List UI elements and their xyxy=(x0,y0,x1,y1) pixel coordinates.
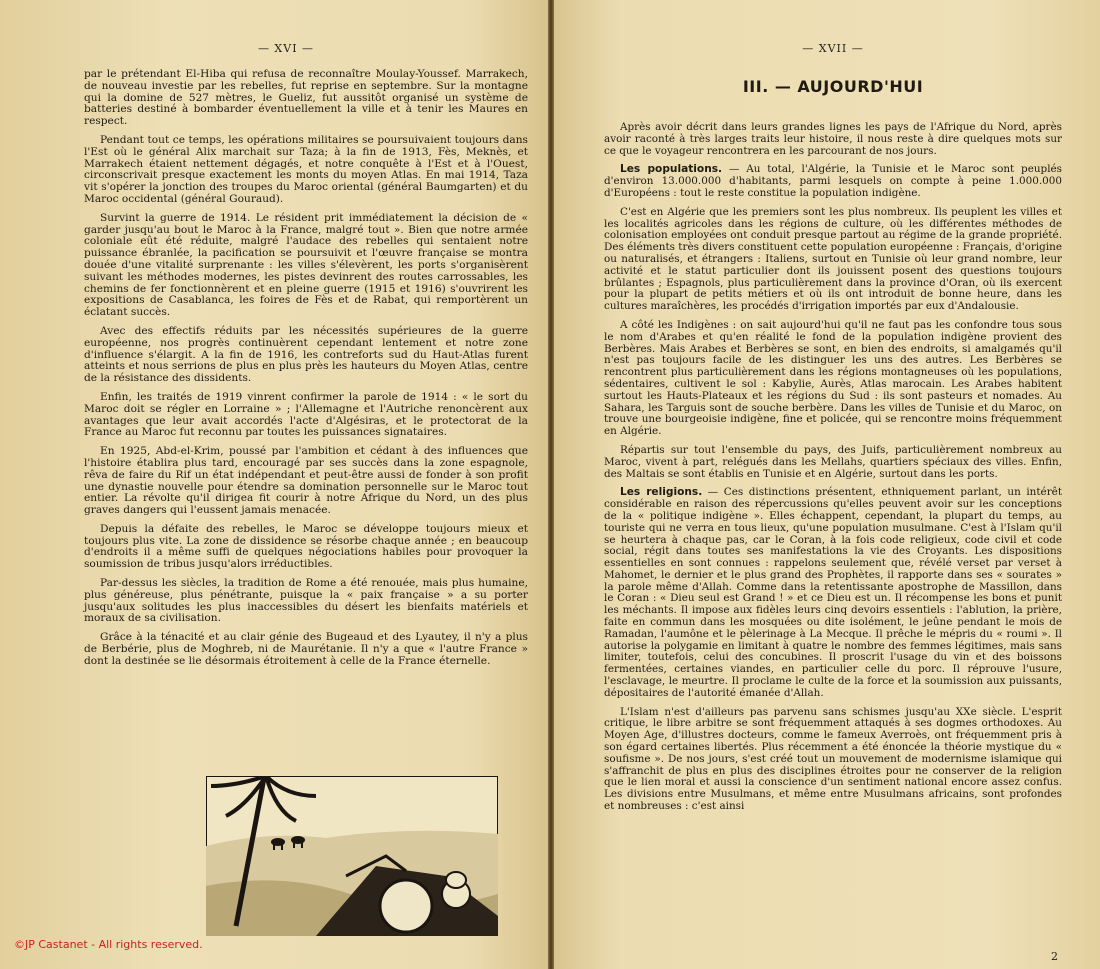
left-paragraph: Grâce à la ténacité et au clair génie des Bugeaud et des Lyautey, il n'y a plus de Berbérie, plus de Moghreb, ni de Maurétanie. Il n'y a que « l'autre France » dont la destinée se lie désormais étroitement à celle de la France éternelle. xyxy=(84,631,528,667)
left-paragraph: Par-dessus les siècles, la tradition de Rome a été renouée, mais plus humaine, plus généreuse, plus pénétrante, puisque la « paix française » a su porter jusqu'aux solitudes les plus inaccessibles du désert les bienfaits matériels et moraux de sa civilisation. xyxy=(84,577,528,625)
left-paragraph: Enfin, les traités de 1919 vinrent confirmer la parole de 1914 : « le sort du Maroc doit se régler en Lorraine » ; l'Allemagne et l'Autriche renoncèrent aux avantages que leur avait accordés l'acte d'Algésiras, et le protectorat de la France au Maroc fut reconnu par toutes les puissances signataires. xyxy=(84,390,528,439)
left-paragraph: En 1925, Abd-el-Krim, poussé par l'ambition et cédant à des influences que l'histoire établira plus tard, encouragé par ses succès dans la zone espagnole, rêva de faire du Rif un état indépendant et peut-être aussi de fonder à son profit une dynastie nouvelle pour étendre sa domination personnelle sur le Maroc tout entier. La révolte qu'il dirigea fit courir à notre Afrique du Nord, un des plus graves dangers qui l'eussent jamais menacée. xyxy=(84,445,528,517)
populations-paragraph: Répartis sur tout l'ensemble du pays, des Juifs, particulièrement nombreux au Maroc, vivent à part, relégués dans les Mellahs, quartiers spéciaux des villes. Enfin, des Maltais se sont établis en Tunisie et en Algérie, surtout dans les ports. xyxy=(604,443,1062,480)
populations-heading: Les populations. xyxy=(620,163,723,176)
religions-heading: Les religions. xyxy=(620,486,703,499)
left-folio: — XVI — xyxy=(257,42,315,55)
left-page xyxy=(0,0,548,969)
left-paragraph: Survint la guerre de 1914. Le résident prit immédiatement la décision de « garder jusqu'au bout le Maroc à la France, malgré tout ». Bien que notre armée coloniale eût été réduite, malgré l'audace des rebelles qui sentaient notre puissance ébranlée, la pacification se poursuivit et l'œuvre française se montra douée d'une vitalité surprenante : les villes s'élevèrent, les ports s'organisèrent suivant les méthodes modernes, les pistes devinrent des routes carrossables, les chemins de fer fonctionnèrent et en pleine guerre (1915 et 1916) s'ouvrirent les expositions de Casablanca, les foires de Fès et de Rabat, qui remportèrent un éclatant succès. xyxy=(84,211,528,319)
right-folio: — XVII — xyxy=(802,42,864,55)
left-paragraph: Pendant tout ce temps, les opérations militaires se poursuivaient toujours dans l'Est où le général Alix marchait sur Taza; à la fin de 1913, Fès, Meknès, et Marrakech étaient nettement dégagés, et notre conquête à l'Est et à l'Ouest, circonscrivait presque exactement les monts du moyen Atlas. En mai 1914, Taza vit s'opérer la jonction des troupes du Maroc oriental (général Baumgarten) et du Maroc occidental (général Gouraud). xyxy=(84,133,528,205)
intro-paragraph: Après avoir décrit dans leurs grandes lignes les pays de l'Afrique du Nord, après avoir raconté à très larges traits leur histoire, il nous reste à dire quelques mots sur ce que le voyageur rencontrera en les parcourant de nos jours. xyxy=(604,121,1062,157)
copyright-watermark: ©JP Castanet - All rights reserved. xyxy=(14,938,203,951)
religions-paragraph: Les religions. — Ces distinctions présentent, ethniquement parlant, un intérêt considérable en raison des répercussions qu'elles peuvent avoir sur les conceptions de la « politique indigène ». Elles échappent, cependant, la plupart du temps, au touriste qui ne verra en tous lieux, qu'une population musulmane. C'est à l'Islam qu'il se heurtera à chaque pas, car le Coran, à la fois code religieux, code civil et code social, régit dans toutes ses manifestations la vie des Croyants. Les dispositions essentielles en sont connues : rappelons seulement que, révélé verset par verset à Mahomet, le dernier et le plus grand des Prophètes, il rapporte dans ses « sourates » la parole même d'Allah. Comme dans la retentissante apostrophe de Massillon, dans le Coran : « Dieu seul est Grand ! » et ce Dieu est un. Il récompense les bons et punit les méchants. Il impose aux fidèles leurs cinq devoirs essentiels : l'ablution, la prière, faite en commun dans les mosquées ou dite isolément, le jeûne pendant le mois de Ramadan, l'aumône et le pèlerinage à La Mecque. Il prêche le mépris du « roumi ». Il autorise la polygamie en limitant à quatre le nombre des femmes légitimes, mais sans limiter, toutefois, celui des concubines. Il proscrit l'usage du vin et des boissons fermentées, certaines viandes, en particulier celle du porc. Il réprouve l'usure, l'esclavage, le meurtre. Il proclame le culte de la force et la soumission aux puissants, dépositaires de l'autorité émanée d'Allah. xyxy=(604,486,1062,699)
left-paragraph: par le prétendant El-Hiba qui refusa de reconnaître Moulay-Youssef. Marrakech, de nouveau investie par les rebelles, fut reprise en septembre. Sur la montagne qui la domine de 527 mètres, le Gueliz, fut aussitôt organisé un système de batteries destiné à bombarder éventuellement la ville et à tenir les Maures en respect. xyxy=(84,68,528,128)
populations-paragraph: Les populations. — Au total, l'Algérie, la Tunisie et le Maroc sont peuplés d'environ 13.000.000 d'habitants, parmi lesquels on compte à peine 1.000.000 d'Européens : tout le reste constitue la population indigène. xyxy=(604,163,1062,199)
religions-paragraph: L'Islam n'est d'ailleurs pas parvenu sans schismes jusqu'au XXe siècle. L'esprit critique, le libre arbitre se sont fréquemment attaqués à ses dogmes orthodoxes. Au Moyen Age, d'illustres docteurs, comme le fameux Averroès, ont fréquemment pris à son égard certaines libertés. Plus récemment a été énoncée la théorie mystique du « soufisme ». De nos jours, s'est créé tout un mouvement de modernisme islamique qui s'affranchit de plus en plus des disciplines étroites pour ne conserver de la religion que le lien moral et aussi la conscience d'un sentiment national encore assez confus. Les divisions entre Musulmans, et même entre Musulmans africains, sont profondes et nombreuses : c'est ainsi xyxy=(604,705,1062,813)
left-paragraph: Avec des effectifs réduits par les nécessités supérieures de la guerre européenne, nos progrès continuèrent cependant lentement et notre zone d'influence s'élargit. A la fin de 1916, les contreforts sud du Haut-Atlas furent atteints et nous serrions de plus en plus près les hauteurs du Moyen Atlas, centre de la résistance des dissidents. xyxy=(84,324,528,385)
page-number: 2 xyxy=(1051,950,1058,963)
right-page xyxy=(554,0,1100,969)
populations-paragraph: A côté les Indigènes : on sait aujourd'hui qu'il ne faut pas les confondre tous sous le nom d'Arabes et qu'en réalité le fond de la population indigène provient des Berbères. Mais Arabes et Berbères se sont, en bien des endroits, si amalgamés qu'il n'est pas toujours facile de les distinguer les uns des autres. Les Berbères se rencontrent plus particulièrement dans les régions montagneuses où les populations, sédentaires, cultivent le sol : Kabylie, Aurès, Atlas marocain. Les Arabes habitent surtout les Hauts-Plateaux et les régions du Sud : ils sont pasteurs et nomades. Au Sahara, les Targuis sont de souche berbère. Dans les villes de Tunisie et du Maroc, on trouve une bourgeoisie indigène, fine et policée, qui se rencontre moins fréquemment en Algérie. xyxy=(604,318,1062,438)
section-title: III. — AUJOURD'HUI xyxy=(742,77,924,96)
populations-paragraph: C'est en Algérie que les premiers sont les plus nombreux. Ils peuplent les villes et les localités agricoles dans les régions de culture, où les différentes méthodes de colonisation employées ont conduit presque partout au régime de la grande propriété. Des éléments très divers constituent cette population européenne : Français, d'origine ou naturalisés, et étrangers : Italiens, surtout en Tunisie où leur grand nombre, leur activité et le statut particulier dont ils jouissent posent des questions toujours brûlantes ; Espagnols, plus particulièrement dans la province d'Oran, où ils exercent pour la plupart de petits métiers et où ils ont introduit de bonne heure, dans les cultures maraîchères, les procédés d'irrigation importés par eux d'Andalousie. xyxy=(604,205,1062,313)
desert-car-illustration xyxy=(206,776,498,936)
left-paragraph: Depuis la défaite des rebelles, le Maroc se développe toujours mieux et toujours plus vite. La zone de dissidence se résorbe chaque année ; en beaucoup d'endroits il a même suffi de quelques négociations habiles pour provoquer la soumission de tribus jusqu'alors irréductibles. xyxy=(84,522,528,571)
